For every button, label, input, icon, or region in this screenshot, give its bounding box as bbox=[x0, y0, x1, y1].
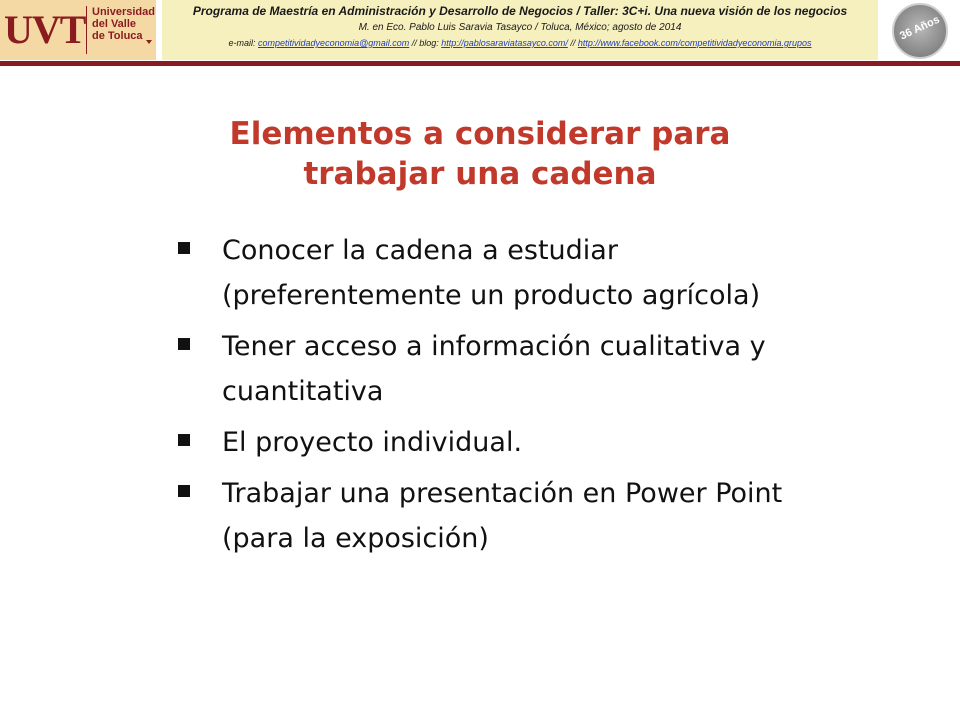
email-link[interactable]: competitividadyeconomia@gmail.com bbox=[258, 38, 410, 48]
university-name-line: Universidad bbox=[92, 6, 155, 18]
square-bullet-icon bbox=[178, 242, 190, 254]
contact-line bbox=[162, 38, 878, 49]
bullet-text: Trabajar una presentación en Power Point (para la exposición) bbox=[222, 478, 783, 554]
university-name bbox=[92, 6, 155, 42]
link-separator: // bbox=[567, 38, 578, 48]
badge-text: 36 Años bbox=[898, 13, 942, 43]
university-name-line: de Toluca bbox=[92, 30, 143, 42]
list-item bbox=[174, 471, 834, 561]
facebook-link[interactable]: http://www.facebook.com/competitividadyeconomia.grupos bbox=[577, 38, 812, 48]
slide-title bbox=[130, 114, 830, 194]
header-divider bbox=[0, 61, 960, 66]
list-item bbox=[174, 324, 834, 414]
slide-header bbox=[0, 0, 960, 66]
university-logo bbox=[0, 0, 156, 60]
blog-link[interactable]: http://pablosaraviatasayco.com/ bbox=[441, 38, 568, 48]
bullet-text: Tener acceso a información cualitativa y cuantitativa bbox=[222, 331, 766, 407]
bullet-text: Conocer la cadena a estudiar (preferentemente un producto agrícola) bbox=[222, 235, 761, 311]
slide-title-line: trabajar una cadena bbox=[303, 156, 657, 192]
program-title: Programa de Maestría en Administración y Desarrollo de Negocios / Taller: 3C+i. Una nueva visión de los negocios bbox=[192, 4, 848, 18]
slide-title-line: Elementos a considerar para bbox=[229, 116, 731, 152]
caret-icon bbox=[146, 40, 152, 44]
university-name-line: del Valle bbox=[92, 18, 137, 30]
bullet-text: El proyecto individual. bbox=[222, 427, 523, 458]
author-line: M. en Eco. Pablo Luis Saravia Tasayco / Toluca, México; agosto de 2014 bbox=[358, 22, 682, 33]
seal-icon bbox=[892, 3, 948, 59]
email-prefix: e-mail: bbox=[228, 38, 259, 48]
blog-prefix: // blog: bbox=[409, 38, 442, 48]
list-item bbox=[174, 228, 834, 318]
logo-divider bbox=[86, 6, 87, 54]
square-bullet-icon bbox=[178, 434, 190, 446]
square-bullet-icon bbox=[178, 338, 190, 350]
square-bullet-icon bbox=[178, 485, 190, 497]
header-info-band bbox=[162, 0, 878, 60]
list-item bbox=[174, 420, 834, 465]
bullet-list bbox=[174, 228, 834, 567]
logo-mark: UVT bbox=[4, 7, 86, 52]
anniversary-badge bbox=[882, 0, 960, 60]
